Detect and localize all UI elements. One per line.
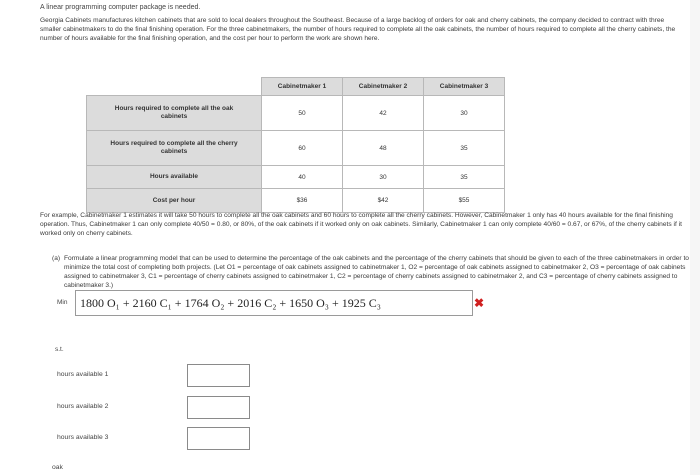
- cabinetmaker-table: [86, 77, 505, 213]
- table-row: [87, 189, 505, 213]
- row-label-oak-hours: Hours required to complete all the oak cabinets: [87, 96, 262, 131]
- cell-value: 30: [424, 96, 505, 131]
- part-a-label: (a): [52, 255, 61, 262]
- objective-function-input[interactable]: 1800 O₁ + 2160 C₁ + 1764 O₂ + 2016 C₂ + 1650 O₃ + 1925 C₃: [75, 290, 473, 316]
- cell-value: $36: [262, 189, 343, 213]
- row-label-cost-per-hour: Cost per hour: [87, 189, 262, 213]
- constraint-input-hours-3[interactable]: [187, 427, 250, 450]
- min-label: Min: [57, 299, 68, 306]
- cell-value: 40: [262, 166, 343, 189]
- example-paragraph: For example, Cabinetmaker 1 estimates it will take 50 hours to complete all the oak cabinets and 60 hours to complete all the cherry cabinets. However, Cabinetmaker 1 only has 40 hours available for the final finishing operation. Thus, Cabinetmaker 1 can only complete 40/50 = 0.80, or 80%, of the oak cabinets if it worked only on oak cabinets. Similarly, Cabinetmaker 1 can only complete 40/60 = 0.67, or 67%, of the cherry cabinets if it worked only on cherry cabinets.: [40, 212, 682, 237]
- incorrect-icon: ✖: [474, 296, 485, 310]
- cell-value: 50: [262, 96, 343, 131]
- problem-intro: Georgia Cabinets manufactures kitchen cabinets that are sold to local dealers throughout the Southeast. Because of a large backlog of orders for oak and cherry cabinets, the company decided to contract with three smaller cabinetmakers to do the final finishing operation. For the three cabinetmakers, the number of hours required to complete all the oak cabinets, the number of hours required to complete all the cherry cabinets, the number of hours available for the final finishing operation, and the cost per hour to perform the work are shown here.: [40, 17, 676, 42]
- scrollbar-track[interactable]: [690, 0, 700, 475]
- cell-value: 42: [343, 96, 424, 131]
- table-header-row: [87, 78, 505, 96]
- cell-value: 60: [262, 131, 343, 166]
- question-heading: A linear programming computer package is needed.: [40, 4, 201, 11]
- cell-value: 35: [424, 166, 505, 189]
- table-row: [87, 166, 505, 189]
- constraint-label-hours-2: hours available 2: [57, 403, 109, 410]
- table-row: [87, 96, 505, 131]
- row-label-hours-available: Hours available: [87, 166, 262, 189]
- header-cabinetmaker-1: Cabinetmaker 1: [262, 78, 343, 96]
- cell-value: $42: [343, 189, 424, 213]
- cell-value: 35: [424, 131, 505, 166]
- part-a-text: Formulate a linear programming model that can be used to determine the percentage of the oak cabinets and the percentage of the cherry cabinets that should be given to each of the three cabinetmakers in order to minimize the total cost of completing both projects. (Let O1 = percentage of oak cabinets assigned to cabinetmaker 1, O2 = percentage of oak cabinets assigned to cabinetmaker 2, O3 = percentage of oak cabinets assigned to cabinetmaker 3, C1 = percentage of cherry cabinets assigned to cabinetmaker 1, C2 = percentage of cherry cabinets assigned to cabinetmaker 2, and C3 = percentage of cherry cabinets assigned to cabinetmaker 3.): [64, 255, 689, 289]
- row-label-cherry-hours: Hours required to complete all the cherry cabinets: [87, 131, 262, 166]
- constraint-label-oak: oak: [52, 464, 63, 471]
- constraint-label-hours-3: hours available 3: [57, 434, 109, 441]
- cell-value: 48: [343, 131, 424, 166]
- header-cabinetmaker-3: Cabinetmaker 3: [424, 78, 505, 96]
- cell-value: 30: [343, 166, 424, 189]
- subject-to-label: s.t.: [55, 346, 64, 353]
- constraint-label-hours-1: hours available 1: [57, 371, 109, 378]
- table-row: [87, 131, 505, 166]
- constraint-input-hours-1[interactable]: [187, 364, 250, 387]
- cell-value: $55: [424, 189, 505, 213]
- header-cabinetmaker-2: Cabinetmaker 2: [343, 78, 424, 96]
- constraint-input-hours-2[interactable]: [187, 396, 250, 419]
- part-a-question: [52, 254, 692, 290]
